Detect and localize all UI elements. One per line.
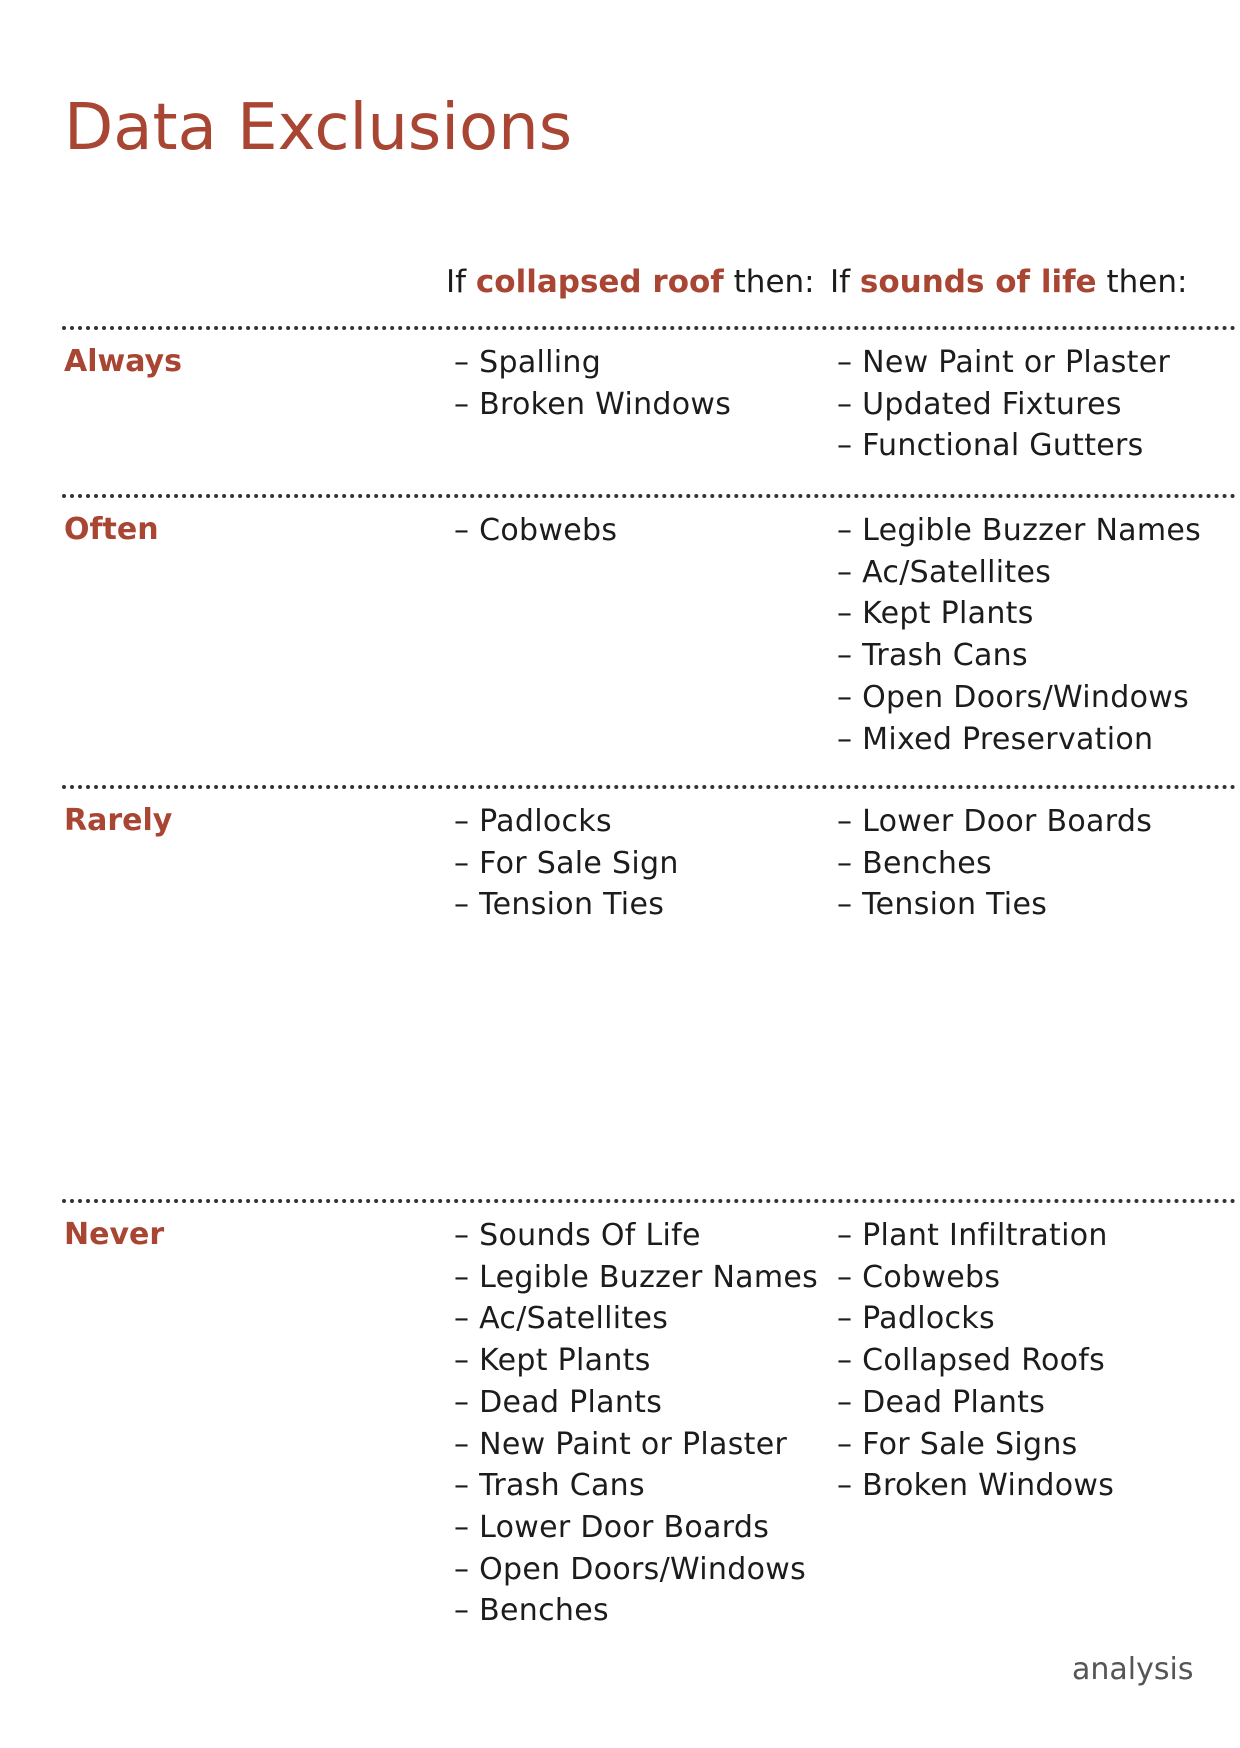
row-divider — [62, 494, 1236, 498]
column-header-sounds-of-life — [830, 262, 1187, 302]
list-item: – Benches — [454, 1593, 609, 1629]
row-label-often: Often — [64, 512, 159, 547]
rarely-sounds-of-life-list — [837, 801, 1152, 926]
always-sounds-of-life-list — [837, 342, 1170, 467]
list-item: – Trash Cans — [837, 638, 1028, 674]
list-item: – Trash Cans — [454, 1468, 645, 1504]
column-header-highlight: sounds of life — [859, 264, 1097, 300]
list-item: – Functional Gutters — [837, 428, 1144, 464]
list-item: – Broken Windows — [837, 1468, 1115, 1504]
list-item: – Tension Ties — [454, 887, 665, 923]
list-item: – Cobwebs — [837, 1259, 1001, 1295]
row-divider — [62, 326, 1236, 330]
list-item: – Lower Door Boards — [454, 1509, 770, 1545]
list-item: – Lower Door Boards — [837, 804, 1153, 839]
list-item: – Collapsed Roofs — [837, 1343, 1106, 1379]
list-item: – Kept Plants — [837, 596, 1034, 632]
list-item: – Ac/Satellites — [454, 1301, 669, 1337]
list-item: – Legible Buzzer Names — [837, 513, 1202, 548]
list-item: – Open Doors/Windows — [837, 679, 1189, 715]
list-item: – Open Doors/Windows — [454, 1551, 806, 1587]
column-header-prefix: If — [446, 264, 467, 300]
list-item: – Spalling — [454, 345, 602, 380]
list-item: – Padlocks — [837, 1301, 995, 1337]
never-sounds-of-life-list — [837, 1215, 1114, 1507]
never-collapsed-roof-list — [454, 1215, 818, 1632]
column-header-highlight: collapsed roof — [475, 264, 724, 300]
list-item: – New Paint or Plaster — [837, 345, 1171, 380]
row-divider — [62, 1199, 1236, 1203]
list-item: – Broken Windows — [454, 386, 732, 422]
page-title: Data Exclusions — [64, 91, 573, 165]
row-label-always: Always — [64, 344, 182, 379]
column-header-suffix: then: — [733, 264, 815, 300]
list-item: – Dead Plants — [454, 1384, 663, 1420]
list-item: – Plant Infiltration — [837, 1218, 1108, 1253]
list-item: – Kept Plants — [454, 1343, 651, 1379]
list-item: – Legible Buzzer Names — [454, 1259, 819, 1295]
row-label-never: Never — [64, 1217, 165, 1252]
list-item: – Tension Ties — [837, 887, 1048, 923]
often-collapsed-roof-list — [454, 510, 617, 552]
list-item: – For Sale Sign — [454, 845, 679, 881]
footer-section-label: analysis — [1072, 1652, 1194, 1687]
list-item: – Cobwebs — [454, 513, 618, 548]
column-header-prefix: If — [830, 264, 851, 300]
list-item: – Dead Plants — [837, 1384, 1046, 1420]
list-item: – New Paint or Plaster — [454, 1426, 788, 1462]
list-item: – Padlocks — [454, 804, 612, 839]
list-item: – Mixed Preservation — [837, 721, 1154, 757]
often-sounds-of-life-list — [837, 510, 1201, 760]
list-item: – Sounds Of Life — [454, 1218, 701, 1253]
list-item: – Benches — [837, 845, 992, 881]
always-collapsed-roof-list — [454, 342, 731, 425]
list-item: – Updated Fixtures — [837, 386, 1122, 422]
rarely-collapsed-roof-list — [454, 801, 679, 926]
row-label-rarely: Rarely — [64, 803, 173, 838]
list-item: – For Sale Signs — [837, 1426, 1078, 1462]
row-divider — [62, 785, 1236, 789]
column-header-collapsed-roof — [446, 262, 815, 302]
column-header-suffix: then: — [1106, 264, 1188, 300]
list-item: – Ac/Satellites — [837, 554, 1052, 590]
